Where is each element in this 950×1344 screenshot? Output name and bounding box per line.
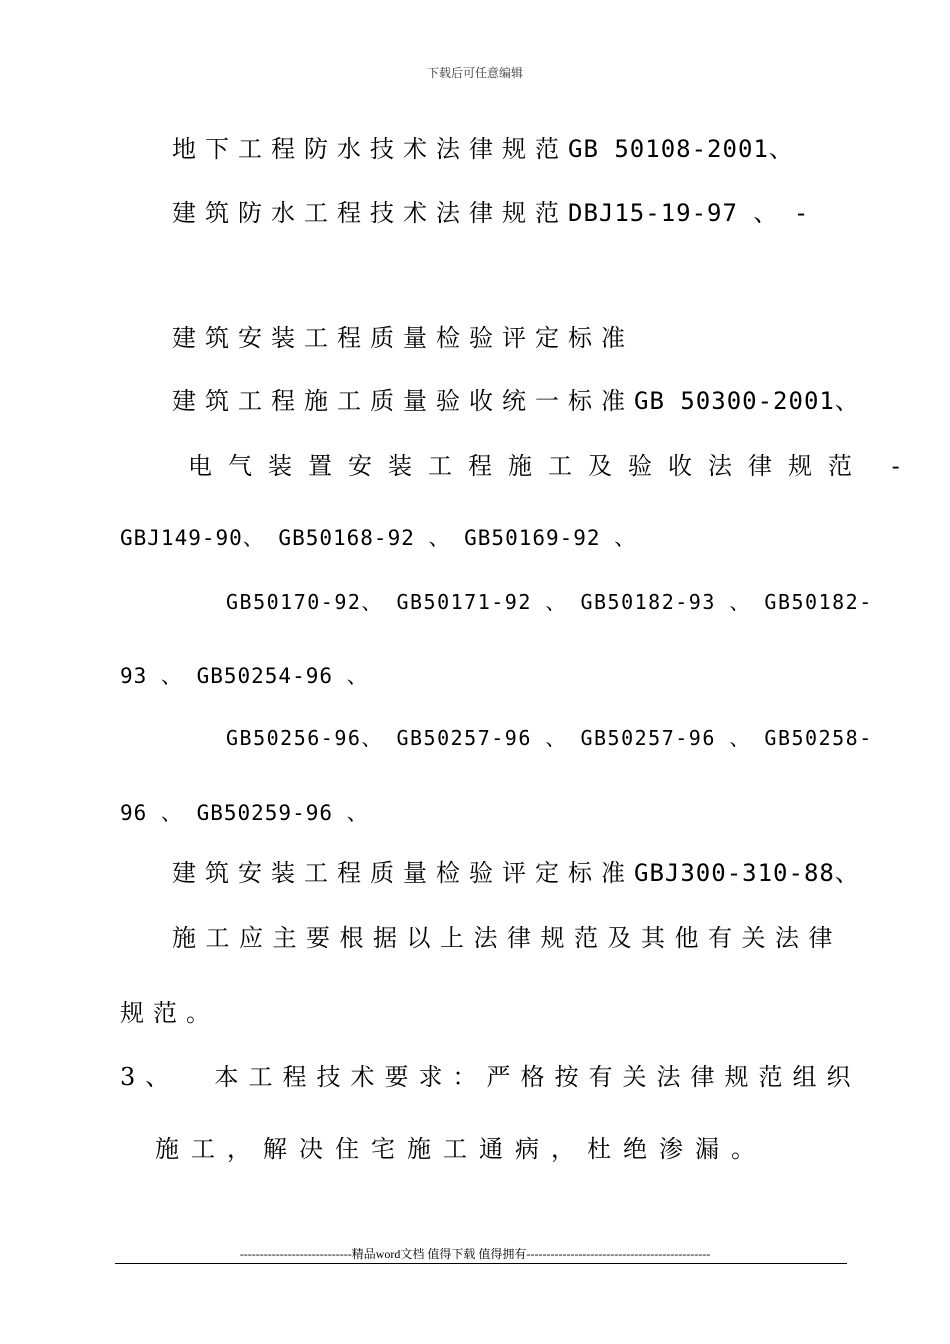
line-2-text: 建筑防水工程技术法律规范 [172, 199, 568, 227]
text-line-11 [172, 858, 860, 888]
line-2-code: DBJ15-19-97 、 - [568, 199, 810, 227]
page-footer: ----------------------------精品word文档 值得下载 值得拥有---------------------------------------------- [239, 1247, 711, 1261]
line-11-text: 建筑安装工程质量检验评定标准 [172, 859, 634, 887]
text-line-10 [120, 797, 369, 828]
line-15-text: 施工，解决住宅施工通病，杜绝渗漏。 [155, 1135, 767, 1163]
text-line-15 [155, 1134, 767, 1164]
text-line-2 [172, 198, 809, 228]
text-line-8 [120, 660, 369, 691]
text-line-9 [226, 722, 873, 753]
line-6-code: GBJ149-90、 GB50168-92 、 GB50169-92 、 [120, 526, 637, 550]
line-3-text: 建筑安装工程质量检验评定标准 [172, 324, 634, 352]
line-5-text: 电气装置安装工程施工及验收法律规范 - [188, 452, 916, 480]
text-line-7 [226, 586, 873, 617]
text-line-14 [120, 1062, 861, 1092]
line-4-code: GB 50300-2001、 [634, 387, 860, 415]
text-line-6 [120, 522, 636, 553]
line-1-code: GB 50108-2001、 [568, 135, 794, 163]
line-9-code: GB50256-96、 GB50257-96 、 GB50257-96 、 GB50258- [226, 726, 873, 750]
line-8-code: 93 、 GB50254-96 、 [120, 664, 369, 688]
line-4-text: 建筑工程施工质量验收统一标准 [172, 387, 634, 415]
line-12-text: 施工应主要根据以上法律规范及其他有关法律 [172, 924, 842, 952]
text-line-13 [120, 998, 219, 1028]
line-11-code: GBJ300-310-88、 [634, 859, 860, 887]
page-header: 下载后可任意编辑 [426, 66, 523, 80]
text-line-1 [172, 134, 794, 164]
text-line-12 [172, 923, 842, 953]
line-10-code: 96 、 GB50259-96 、 [120, 801, 369, 825]
text-line-5 [188, 451, 916, 481]
line-1-text: 地下工程防水技术法律规范 [172, 135, 568, 163]
text-line-4 [172, 386, 860, 416]
line-13-text: 规范。 [120, 999, 219, 1027]
text-line-3 [172, 323, 634, 353]
line-7-code: GB50170-92、 GB50171-92 、 GB50182-93 、 GB50182- [226, 590, 873, 614]
line-14-text: 3、 本工程技术要求：严格按有关法律规范组织 [120, 1063, 861, 1091]
footer-rule [115, 1263, 847, 1264]
